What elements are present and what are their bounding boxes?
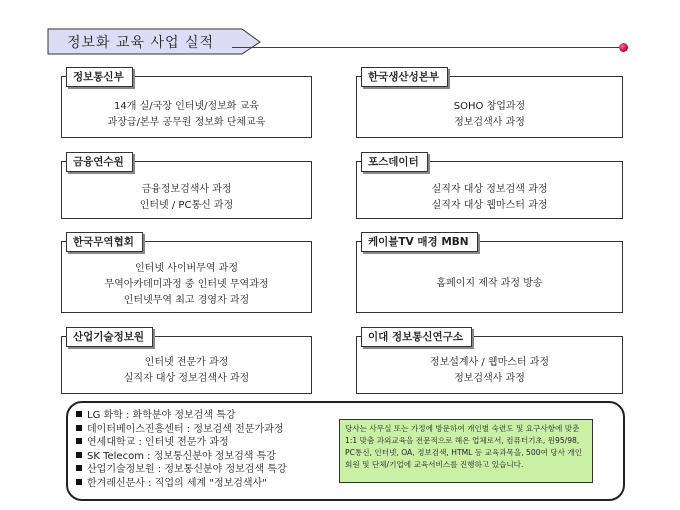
list-item: 데이터베이스진흥센터 : 정보검색 전문가과정 (76, 423, 287, 437)
org-card (61, 156, 312, 219)
bullet-dot-icon (619, 43, 628, 52)
org-name: 금융연수원 (66, 152, 133, 172)
org-course: 과장급/본부 공무원 정보화 단체교육 (107, 117, 266, 128)
org-name: 이대 정보통신연구소 (361, 327, 472, 347)
org-name: 정보통신부 (66, 67, 133, 87)
org-course: 실직자 대상 정보검색사 과정 (123, 373, 250, 384)
org-card (356, 71, 623, 138)
square-bullet-icon (76, 411, 82, 417)
org-card (356, 156, 623, 219)
org-card (61, 71, 312, 138)
list-item: 산업기술정보원 : 정보통신분야 정보검색 특강 (76, 463, 287, 477)
org-course: SOHO 창업과정 (453, 101, 526, 112)
list-item: 연세대학교 : 인터넷 전문가 과정 (76, 436, 287, 450)
square-bullet-icon (76, 438, 82, 444)
page-title: 정보화 교육 사업 실적 (67, 35, 215, 51)
org-card (61, 331, 312, 394)
org-course: 인터넷 / PC통신 과정 (139, 200, 234, 211)
bullet-list (76, 409, 287, 491)
additional-training-panel (66, 401, 625, 501)
org-name: 산업기술정보원 (66, 327, 153, 347)
square-bullet-icon (76, 465, 82, 471)
org-card (61, 236, 312, 313)
square-bullet-icon (76, 479, 82, 485)
org-course: 정보검색사 과정 (454, 117, 525, 128)
org-name: 케이블TV 매경 MBN (361, 232, 478, 252)
section-title-tab (47, 28, 257, 54)
org-course: 실직자 대상 웹마스터 과정 (431, 200, 548, 211)
list-item: LG 화학 : 화학분야 정보검색 특강 (76, 409, 287, 423)
org-course: 무역아카데미과정 중 인터넷 무역과정 (104, 279, 269, 290)
org-name: 한국무역협회 (66, 232, 143, 252)
org-name: 포스데이터 (361, 152, 428, 172)
company-note: 당사는 사무실 또는 가정에 방문하여 개인별 숙련도 및 요구사항에 맞춘 1:1 맞춤 과외교육을 전문적으로 해온 업체로서, 컴퓨터기초, 윈95/98, PC통신, 인터넷, OA, 정보검색, HTML 등 교육과목을, 500여 당사 개인회원 및 단체/기업에 교육서비스를 진행하고 있습니다. (339, 419, 593, 483)
list-item: 한겨레신문사 : 직업의 세계 "정보검색사" (76, 477, 287, 491)
square-bullet-icon (76, 425, 82, 431)
org-course: 홈페이지 제작 과정 방송 (436, 278, 543, 289)
org-course: 14개 실/국장 인터넷/정보화 교육 (114, 101, 259, 112)
square-bullet-icon (76, 452, 82, 458)
title-divider (232, 47, 622, 48)
org-card (356, 236, 623, 313)
org-course: 정보설계사 / 웹마스터 과정 (429, 357, 550, 368)
org-course: 인터넷 사이버무역 과정 (135, 263, 238, 274)
org-course: 금융정보검색사 과정 (141, 184, 232, 195)
org-name: 한국생산성본부 (361, 67, 448, 87)
org-course: 인터넷무역 최고 경영자 과정 (123, 295, 250, 306)
org-course: 정보검색사 과정 (454, 373, 525, 384)
list-item: SK Telecom : 정보통신분야 정보검색 특강 (76, 450, 287, 464)
org-course: 인터넷 전문가 과정 (144, 357, 229, 368)
org-card (356, 331, 623, 394)
org-course: 실직자 대상 정보검색 과정 (431, 184, 548, 195)
